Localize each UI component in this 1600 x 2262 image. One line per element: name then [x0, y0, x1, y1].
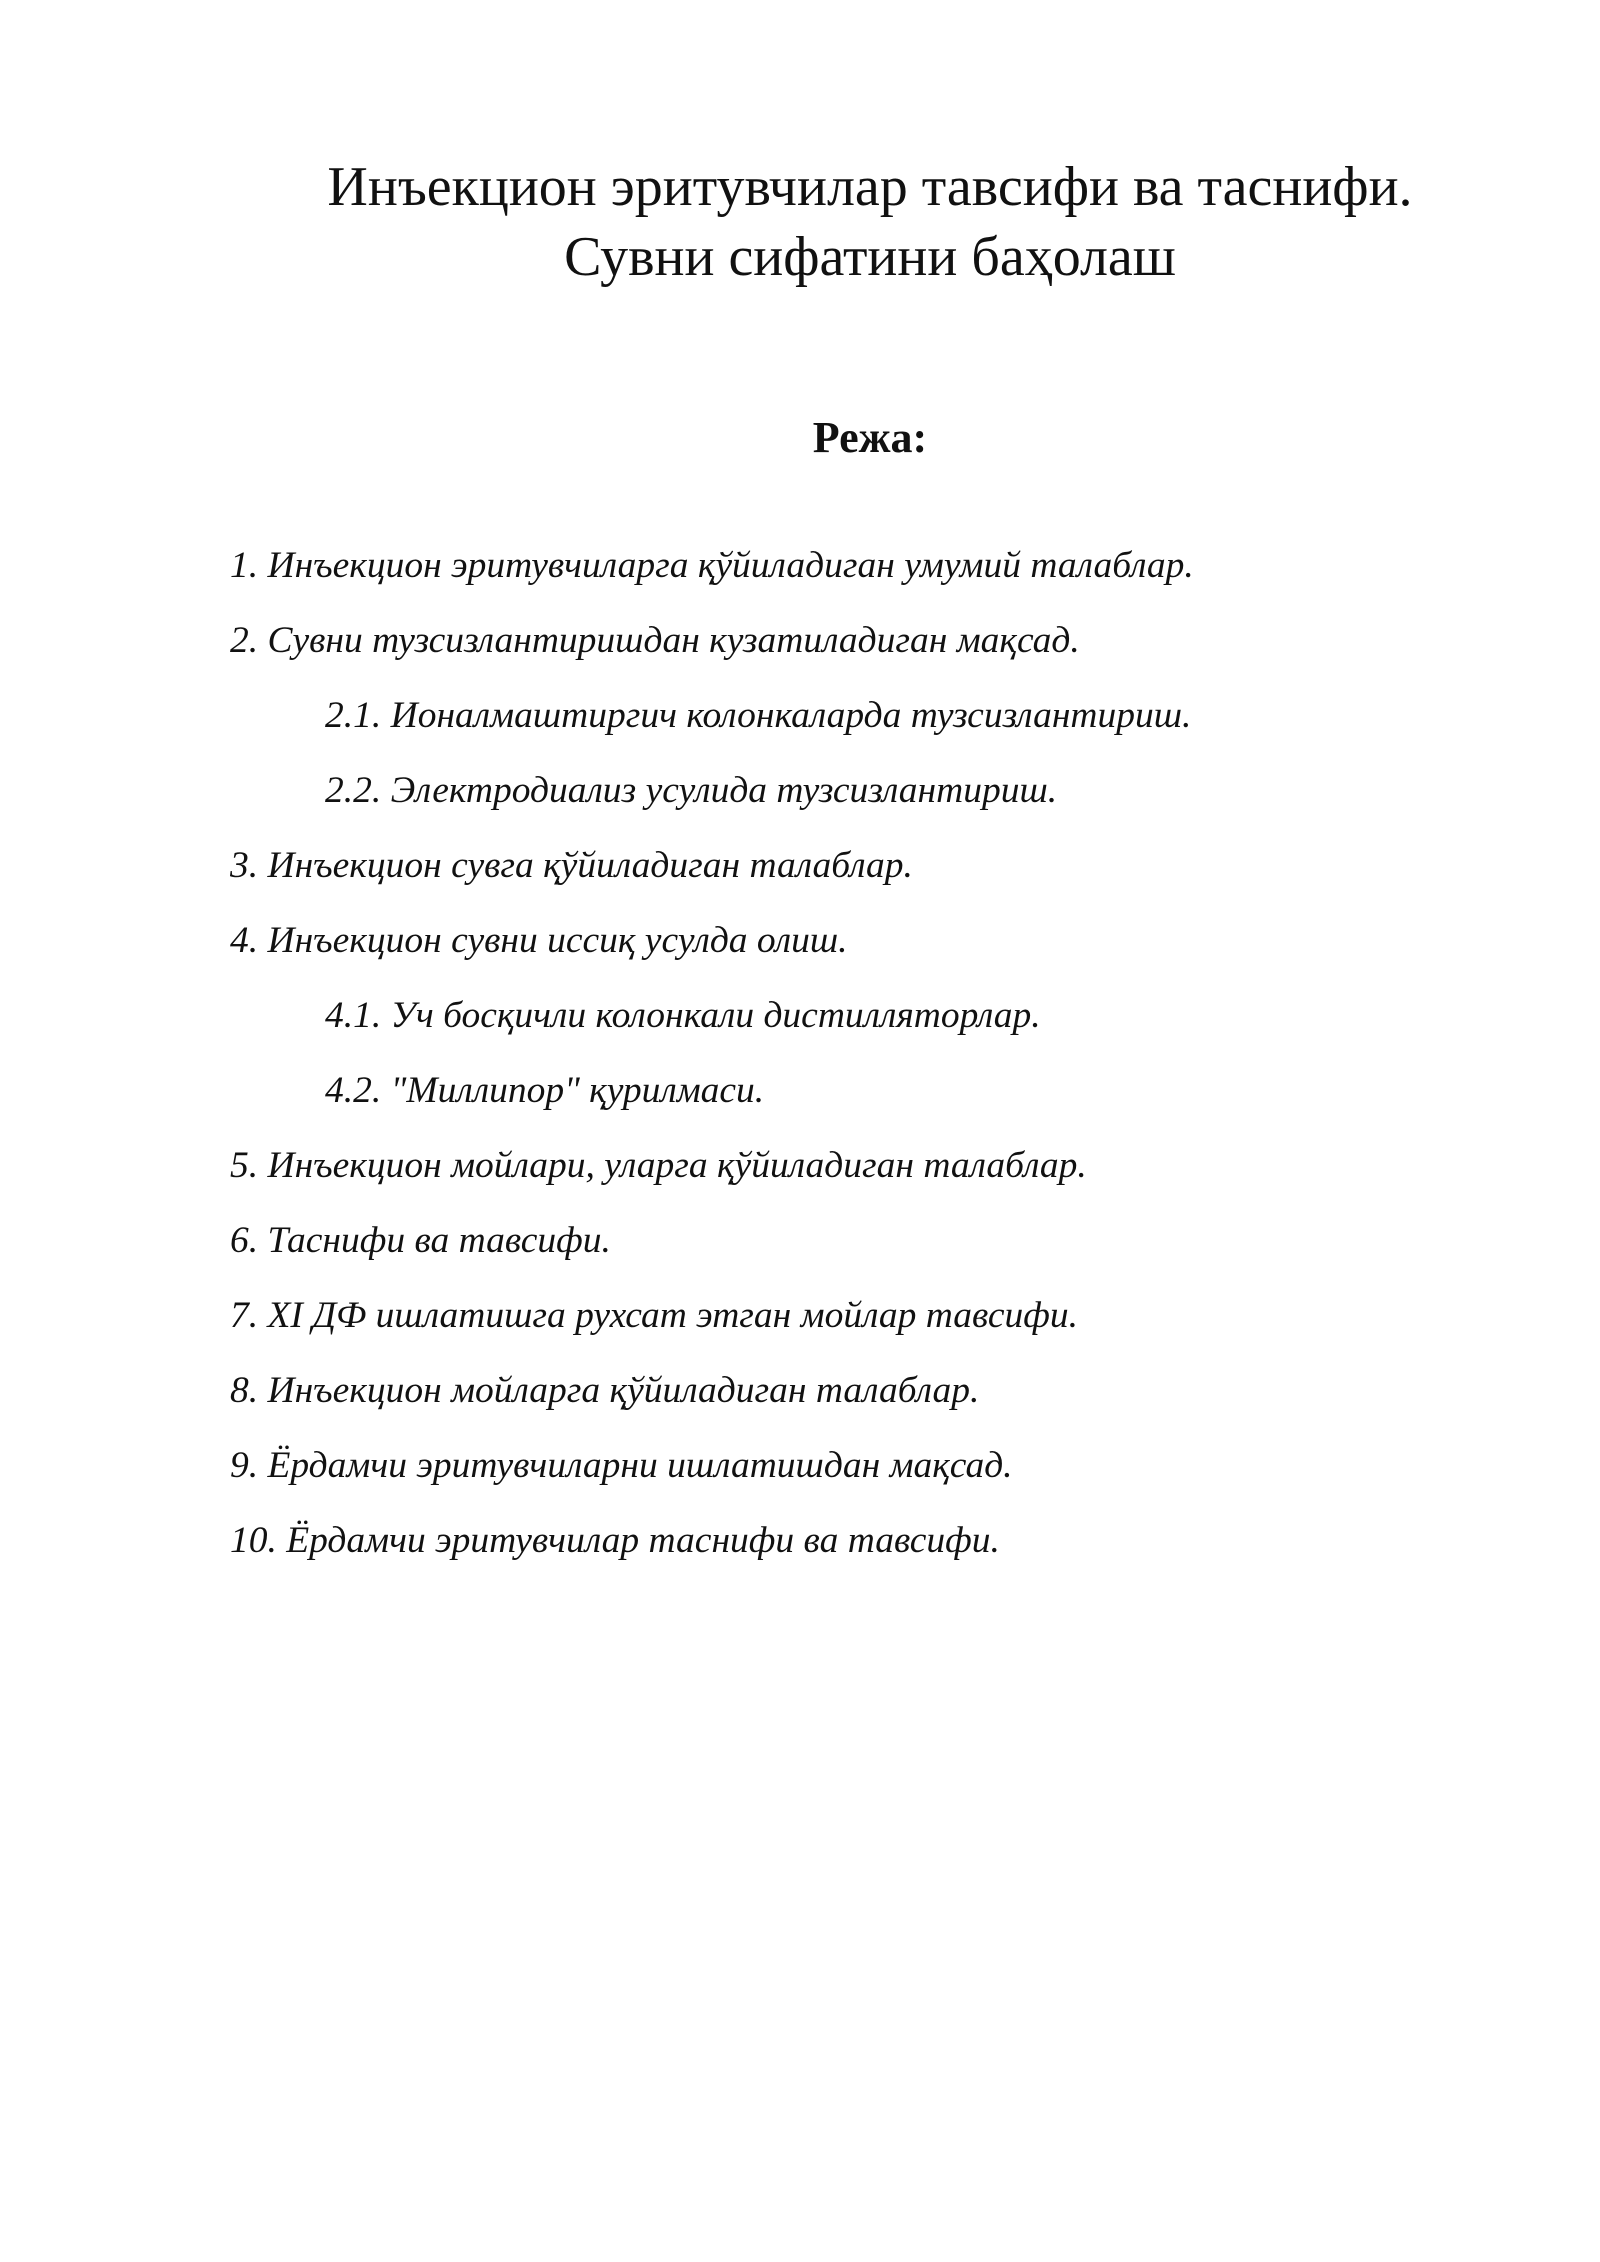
document-title-line-2: Сувни сифатини баҳолаш [564, 226, 1176, 288]
plan-item-7: 7. XI ДФ ишлатишга рухсат этган мойлар тавсифи. [230, 1295, 1078, 1336]
document-title-line-1: Инъекцион эритувчилар тавсифи ва таснифи. [327, 156, 1413, 218]
plan-item-9: 9. Ёрдамчи эритувчиларни ишлатишдан мақсад. [230, 1445, 1013, 1486]
plan-item-3: 3. Инъекцион сувга қўйиладиган талаблар. [230, 845, 913, 886]
plan-item-4: 4. Инъекцион сувни иссиқ усулда олиш. [230, 920, 848, 961]
plan-subitem-4-2: 4.2. "Миллипор" қурилмаси. [325, 1070, 765, 1111]
plan-item-6: 6. Таснифи ва тавсифи. [230, 1220, 611, 1261]
plan-subitem-2-1: 2.1. Ионалмаштиргич колонкаларда тузсизлантириш. [325, 695, 1192, 736]
plan-list [0, 535, 1600, 1585]
plan-heading: Режа: [812, 413, 928, 462]
document-title [0, 152, 1600, 292]
plan-item-5: 5. Инъекцион мойлари, уларга қўйиладиган талаблар. [230, 1145, 1087, 1186]
plan-subitem-2-2: 2.2. Электродиализ усулида тузсизлантириш. [325, 770, 1058, 811]
plan-item-1: 1. Инъекцион эритувчиларга қўйиладиган умумий талаблар. [230, 545, 1194, 586]
plan-item-8: 8. Инъекцион мойларга қўйиладиган талаблар. [230, 1370, 980, 1411]
plan-subitem-4-1: 4.1. Уч босқичли колонкали дистилляторлар. [325, 995, 1041, 1036]
plan-item-10: 10. Ёрдамчи эритувчилар таснифи ва тавсифи. [230, 1520, 1000, 1561]
plan-item-2: 2. Сувни тузсизлантиришдан кузатиладиган мақсад. [230, 620, 1080, 661]
